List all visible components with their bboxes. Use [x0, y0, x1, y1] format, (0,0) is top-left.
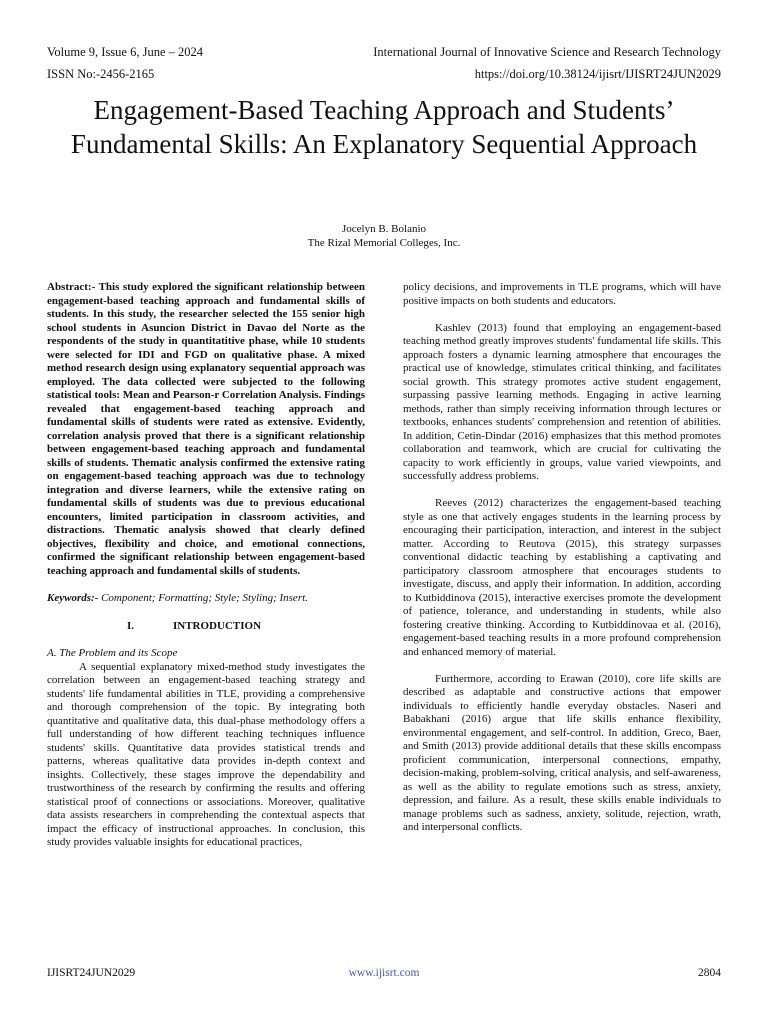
left-column: [47, 281, 365, 850]
author-name: Jocelyn B. Bolanio: [341, 223, 427, 235]
keywords-label: Keywords:-: [47, 592, 99, 604]
paper-title: Engagement-Based Teaching Approach and Students’ Fundamental Skills: An Explanatory Sequential Approach: [70, 95, 698, 159]
body-paragraph: Reeves (2012) characterizes the engagement-based teaching style as one that actively engages students in the learning process by encouraging their participation, interaction, and interest in the subject matter. According to Reutova (2015), this strategy surpasses conventional didactic teaching by establishing a captivating and participatory classroom atmosphere that encourages students to investigate, discuss, and apply their information. In addition, according to Kutbiddinova (2015), interactive exercises promote the development of patience, tolerance, and understanding in students, while also fostering creative thinking. According to Kutbiddinovaa et al. (2016), engagement-based teaching results in a more profound comprehension and enhanced memory of material.: [403, 497, 721, 658]
abstract: Abstract:- This study explored the significant relationship between engagement-based teaching approach and fundamental skills of students. In this study, the researcher selected the 155 senior high school students in Asuncion District in Davao del Norte as the respondents of the study in quantitatitive phase, while 10 students were selected for IDI and FGD on qualitative phase. A mixed method research design using explanatory sequential approach was employed. The data collected were subjected to the following statistical tools: Mean and Pearson-r Correlation Analysis. Findings revealed that engagement-based teaching approach and fundamental skills of students were rated as extensive. Evidently, correlation analysis proved that there is a significant relationship between engagement-based teaching approach and fundamental skills of students. Thematic analysis confirmed the extensive rating on engagement-based teaching approach was due to technology integration and diverse learners, while the extensive rating on fundamental skills of students was due to previous educational encounters, limited participation in classroom activities, and distractions. Thematic analysis showed that clearly defined objectives, flexibility and choice, and emotional connections, confirmed the significant relationship between engagement-based teaching approach and fundamental skills of students.: [47, 281, 365, 577]
body-paragraph: Kashlev (2013) found that employing an engagement-based teaching method greatly improves students' fundamental life skills. This approach fosters a dynamic learning atmosphere that encourages the practical use of knowledge, stimulates critical thinking, and facilitates social growth. This strategy promotes active student engagement, surpassing passive learning methods. Engaging in active learning methods, rather than simply receiving information through lectures or textbooks, enhances students' comprehension and retention of abilities. In addition, Cetin-Dindar (2016) emphasizes that this method promotes collaboration and teamwork, which are crucial for cultivating the capacity to work efficiently in groups, value varied viewpoints, and successfully address problems.: [403, 321, 721, 482]
footer-website-link[interactable]: www.ijisrt.com: [348, 967, 420, 979]
subsection-heading: A. The Problem and its Scope: [47, 647, 178, 659]
header-volume: Volume 9, Issue 6, June – 2024: [47, 45, 204, 59]
footer-page-number: 2804: [698, 967, 721, 979]
author-affiliation: The Rizal Memorial Colleges, Inc.: [307, 237, 461, 249]
body-paragraph: policy decisions, and improvements in TLE programs, which will have positive impacts on both students and educators.: [403, 281, 721, 307]
section-number: I.: [127, 619, 135, 632]
keywords: [47, 592, 365, 606]
section-title: INTRODUCTION: [173, 619, 262, 632]
keywords-text: Component; Formatting; Style; Styling; Insert.: [101, 592, 308, 604]
section-heading: [47, 620, 365, 634]
header-issn: ISSN No:-2456-2165: [47, 67, 155, 81]
right-column: [403, 281, 721, 835]
body-paragraph: Furthermore, according to Erawan (2010), core life skills are described as adaptable and constructive actions that empower individuals to efficiently handle everyday obstacles. Naseri and Babakhani (2016) argue that life skills enhance flexibility, environmental engagement, and self-control. In addition, Greco, Baer, and Smith (2013) provide additional details that these skills encompass proficient communication, interpersonal connections, empathy, decision-making, problem-solving, critical analysis, and self-awareness, as well as the ability to regulate emotions such as stress, anxiety, depression, and failure. As a result, these skills enable individuals to manage problems such as sadness, anxiety, solitude, rejection, wrath, and interpersonal conflicts.: [403, 672, 721, 833]
footer-article-id: IJISRT24JUN2029: [47, 967, 136, 979]
header-doi-link[interactable]: https://doi.org/10.38124/ijisrt/IJISRT24JUN2029: [474, 67, 721, 81]
body-paragraph: A sequential explanatory mixed-method study investigates the correlation between an engagement-based teaching strategy and students' life fundamental abilities in TLE, providing a comprehensive and thorough comprehension of the topic. By integrating both quantitative and qualitative data, this dual-phase methodology offers a full understanding of how different teaching techniques influence students' skills. Quantitative data provides statistical trends and patterns, whereas qualitative data provides in-depth context and insights. Collectively, these stages improve the dependability and trustworthiness of the research by confirming the results and offering statistical proof of connections or associations. Moreover, qualitative data assists researchers in comprehending the contextual aspects that impact the efficacy of instructional approaches. In conclusion, this study provides valuable insights for educational practices,: [47, 660, 365, 848]
header-journal: International Journal of Innovative Science and Research Technology: [373, 45, 721, 59]
